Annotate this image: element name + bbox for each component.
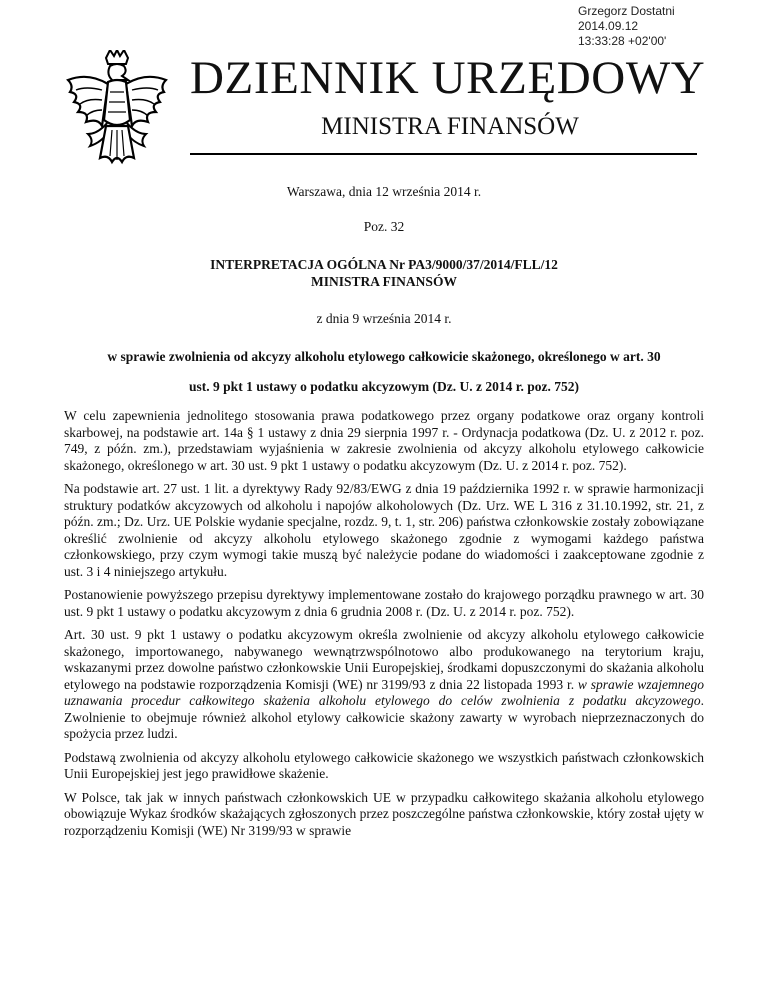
paragraph-6: W Polsce, tak jak w innych państwach członkowskich UE w przypadku całkowitego skażania alkoholu etylowego obowiązuje Wykaz środków skażających zgłoszonych przez poszczególne państwa członkowskie, który został ujęty w rozporządzeniu Komisji (WE) Nr 3199/93 w sprawie [64,789,704,838]
paragraph-4-text-b: . Zwolnienie to obejmuje również alkohol etylowy całkowicie skażony zawarty w wyrobach nieprzeznaczonych do spożycia przez ludzi. [64,693,704,741]
paragraph-5: Podstawą zwolnienia od akcyzy alkoholu etylowego całkowicie skażonego we wszystkich państwach członkowskich Unii Europejskiej jest jego prawidłowe skażenie. [64,749,704,781]
subject-line-1: w sprawie zwolnienia od akcyzy alkoholu etylowego całkowicie skażonego, określonego w art. 30 [107,349,661,364]
interpretation-subject [64,342,704,402]
interpretation-number: INTERPRETACJA OGÓLNA Nr PA3/9000/37/2014/FLL/12 [210,257,558,272]
signature-date: 2014.09.12 [578,19,639,33]
paragraph-4-text-a: Art. 30 ust. 9 pkt 1 ustawy o podatku akcyzowym określa zwolnienie od akcyzy alkoholu etylowego całkowicie skażonego, importowanego, nabywanego wewnątrzwspólnotowo albo produkowanego na terytorium kraju, wskazanymi przez dowolne państwo członkowskie Unii Europejskiej, środkami dopuszczonymi do skażania alkoholu etylowego na podstawie rozporządzenia Komisji (WE) nr 3199/93 z dnia 22 listopada 1993 r. [64,627,704,692]
paragraph-2: Na podstawie art. 27 ust. 1 lit. a dyrektywy Rady 92/83/EWG z dnia 19 października 1992 r. w sprawie harmonizacji struktury podatków akcyzowych od alkoholu i napojów alkoholowych (Dz. Urz. WE L 316 z 31.10.1992, str. 21, z późn. zm.; Dz. Urz. UE Polskie wydanie specjalne, rozdz. 9, t. 1, str. 206) państwa członkowskie zostały zobowiązane określić zwolnienie od akcyzy alkoholu etylowego skażonego zgodnie z wymogami każdego państwa członkowskiego, przy czym wymogi takie muszą być należycie podane do wiadomości i zaakceptowane zgodnie z ust. 3 i 4 niniejszego artykułu. [64,481,704,579]
journal-title: DZIENNIK URZĘDOWY [190,52,706,104]
signature-time: 13:33:28 +02'00' [578,34,667,48]
paragraph-4 [64,627,704,743]
journal-subtitle: MINISTRA FINANSÓW [321,113,579,140]
document-body [64,408,704,846]
interpretation-authority: MINISTRA FINANSÓW [311,274,457,289]
subject-line-2: ust. 9 pkt 1 ustawy o podatku akcyzowym (Dz. U. z 2014 r. poz. 752) [189,379,579,394]
header-divider [190,153,697,155]
position-number: Poz. 32 [363,219,405,234]
place-date: Warszawa, dnia 12 września 2014 r. [286,184,482,199]
digital-signature [578,4,675,49]
paragraph-1: W celu zapewnienia jednolitego stosowania prawa podatkowego przez organy podatkowe oraz organy kontroli skarbowej, na podstawie art. 14a § 1 ustawy z dnia 29 sierpnia 1997 r. - Ordynacja podatkowa (Dz. U. z 2012 r. poz. 749, z późn. zm.), przedstawiam wyjaśnienia w zakresie zwolnienia od akcyzy alkoholu etylowego całkowicie skażonego, określonego w art. 30 ust. 9 pkt 1 ustawy o podatku akcyzowym (Dz. U. z 2014 r. poz. 752). [64,408,704,473]
interpretation-date: z dnia 9 września 2014 r. [316,311,452,326]
polish-eagle-emblem-icon [62,50,172,176]
signature-name: Grzegorz Dostatni [578,4,675,18]
regulation-title-italic: w sprawie wzajemnego uznawania procedur całkowitego skażenia alkoholu etylowego do celów zwolnienia z podatku akcyzowego [64,676,704,708]
paragraph-3: Postanowienie powyższego przepisu dyrektywy implementowane zostało do krajowego porządku prawnego w art. 30 ust. 9 pkt 1 ustawy o podatku akcyzowym z dnia 6 grudnia 2008 r. (Dz. U. z 2014 r. poz. 752). [64,587,704,619]
interpretation-heading [64,256,704,290]
